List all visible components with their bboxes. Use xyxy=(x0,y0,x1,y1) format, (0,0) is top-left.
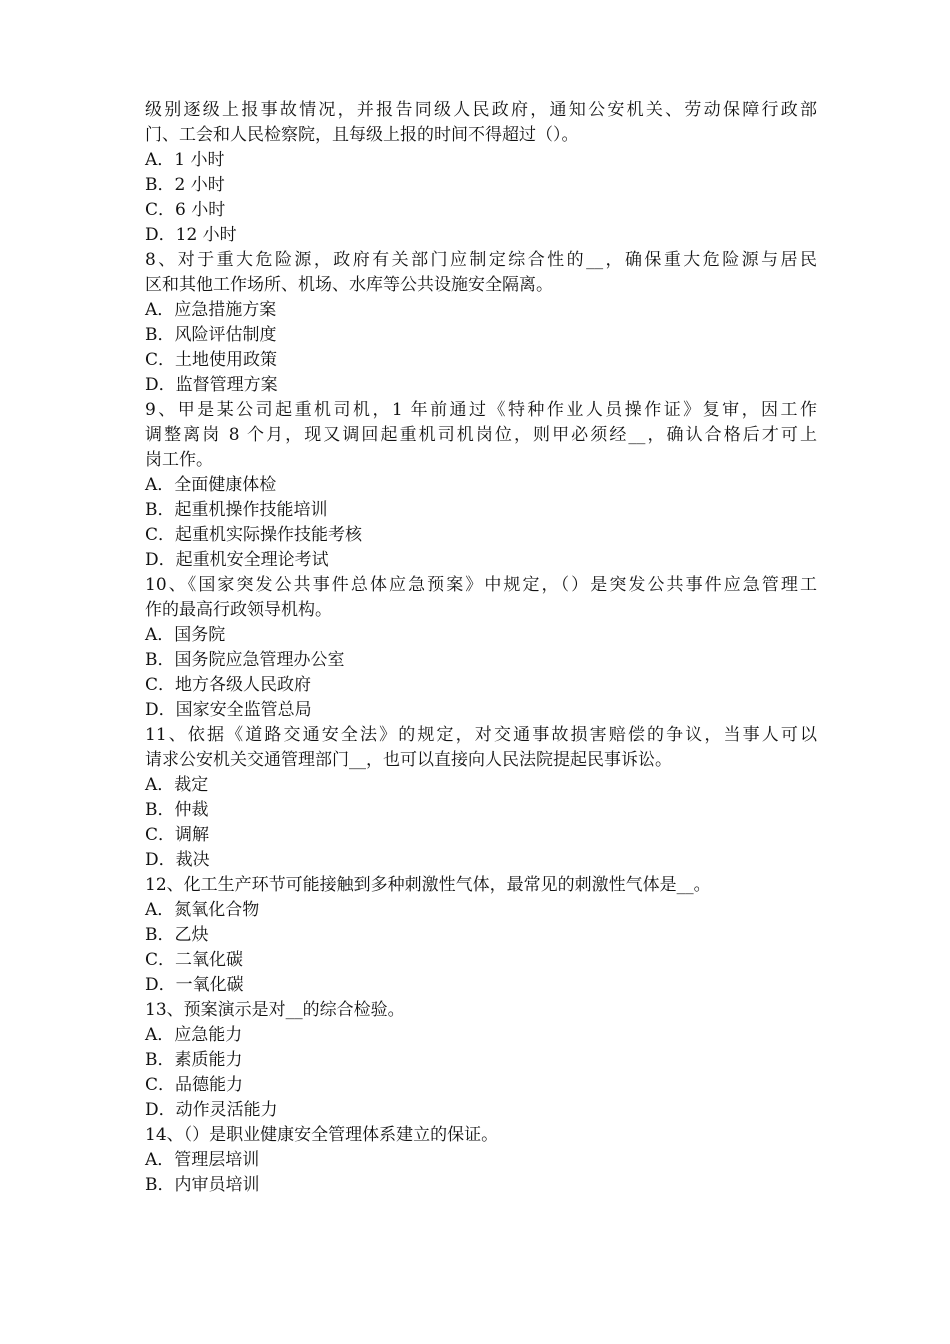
document-page xyxy=(145,98,817,1198)
text-line: C．二氧化碳 xyxy=(145,950,244,970)
text-line: 10、《国家突发公共事件总体应急预案》中规定，（）是突发公共事件应急管理工 xyxy=(145,575,817,595)
text-line: 9、甲是某公司起重机司机，1 年前通过《特种作业人员操作证》复审，因工作 xyxy=(145,400,817,420)
text-line: A．管理层培训 xyxy=(145,1150,260,1170)
text-line: B．乙炔 xyxy=(145,925,209,945)
text-line: A．国务院 xyxy=(145,625,226,645)
text-line: D．动作灵活能力 xyxy=(145,1100,278,1120)
text-line: 13、预案演示是对__的综合检验。 xyxy=(145,1000,405,1020)
text-line: 8、对于重大危险源，政府有关部门应制定综合性的__，确保重大危险源与居民 xyxy=(145,250,817,270)
text-line: A．全面健康体检 xyxy=(145,475,277,495)
text-line: A．应急措施方案 xyxy=(145,300,277,320)
text-line: 请求公安机关交通管理部门__，也可以直接向人民法院提起民事诉讼。 xyxy=(145,750,672,770)
text-line: 12、化工生产环节可能接触到多种刺激性气体，最常见的刺激性气体是__。 xyxy=(145,875,711,895)
text-line: 岗工作。 xyxy=(145,450,213,470)
text-line: D．一氧化碳 xyxy=(145,975,244,995)
text-line: C．地方各级人民政府 xyxy=(145,675,312,695)
text-line: 作的最高行政领导机构。 xyxy=(145,600,332,620)
text-line: 门、工会和人民检察院，且每级上报的时间不得超过（）。 xyxy=(145,125,579,145)
text-line: B．内审员培训 xyxy=(145,1175,260,1195)
text-line: D．起重机安全理论考试 xyxy=(145,550,329,570)
text-line: B．国务院应急管理办公室 xyxy=(145,650,345,670)
text-line: B．仲裁 xyxy=(145,800,209,820)
text-line: A．氮氧化合物 xyxy=(145,900,260,920)
text-line: B．风险评估制度 xyxy=(145,325,277,345)
text-line: A．应急能力 xyxy=(145,1025,243,1045)
text-line: 级别逐级上报事故情况，并报告同级人民政府，通知公安机关、劳动保障行政部 xyxy=(145,100,817,120)
text-line: C．6 小时 xyxy=(145,200,226,220)
text-line: 14、（）是职业健康安全管理体系建立的保证。 xyxy=(145,1125,499,1145)
text-line: A．1 小时 xyxy=(145,150,225,170)
text-line: D．裁决 xyxy=(145,850,210,870)
text-line: 区和其他工作场所、机场、水库等公共设施安全隔离。 xyxy=(145,275,553,295)
text-line: B．2 小时 xyxy=(145,175,225,195)
text-line: D．国家安全监管总局 xyxy=(145,700,312,720)
text-line: C．品德能力 xyxy=(145,1075,244,1095)
text-line: C．调解 xyxy=(145,825,210,845)
text-line: D．监督管理方案 xyxy=(145,375,278,395)
text-line: 11、依据《道路交通安全法》的规定，对交通事故损害赔偿的争议，当事人可以 xyxy=(145,725,817,745)
text-line: C．土地使用政策 xyxy=(145,350,278,370)
text-line: 调整离岗 8 个月，现又调回起重机司机岗位，则甲必须经__，确认合格后才可上 xyxy=(145,425,817,445)
text-line: A．裁定 xyxy=(145,775,209,795)
text-line: C．起重机实际操作技能考核 xyxy=(145,525,363,545)
text-line: B．起重机操作技能培训 xyxy=(145,500,328,520)
text-line: B．素质能力 xyxy=(145,1050,243,1070)
text-line: D．12 小时 xyxy=(145,225,237,245)
